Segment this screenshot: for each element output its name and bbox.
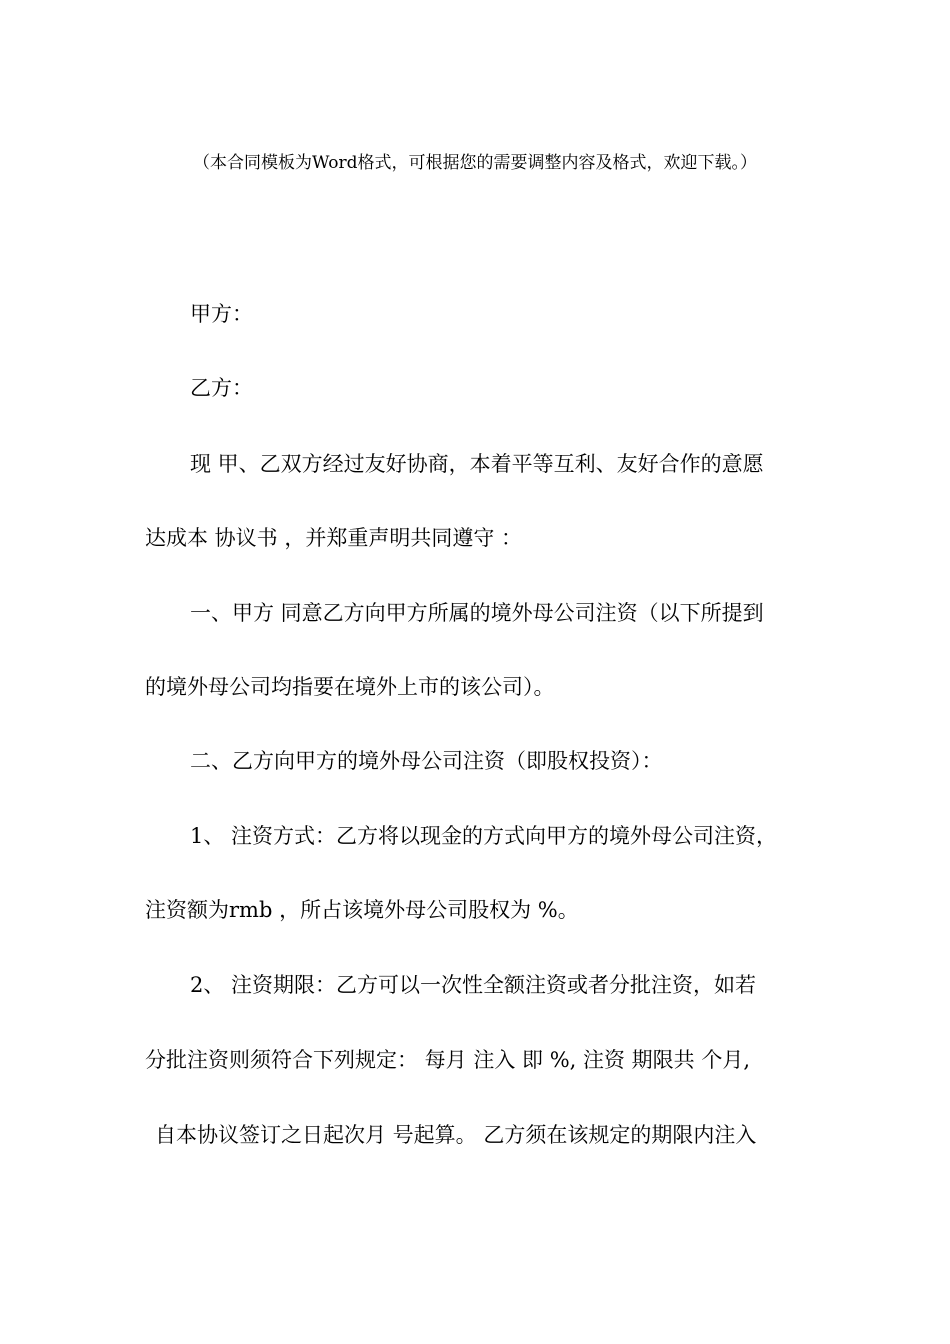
template-note: （本合同模板为Word格式，可根据您的需要调整内容及格式，欢迎下载。） [192, 153, 758, 173]
preamble-line-2: 达成本 协议书 ，并郑重声明共同遵守 ： [145, 526, 523, 550]
party-a-label: 甲方： [190, 302, 253, 326]
party-b-label: 乙方： [190, 376, 253, 400]
clause-1-line-1: 一、甲方 同意乙方向甲方所属的境外母公司注资（以下所提到 [190, 601, 764, 625]
clause-1-line-2: 的境外母公司均指要在境外上市的该公司）。 [145, 675, 555, 699]
clause-2-item-2-line-1: 2、 注资期限：乙方可以一次性全额注资或者分批注资，如若 [190, 973, 757, 997]
clause-2-item-1-line-2: 注资额为rmb ，所占该境外母公司股权为 %。 [145, 898, 579, 922]
clause-2-heading: 二、乙方向甲方的境外母公司注资（即股权投资）： [190, 749, 663, 773]
clause-2-item-2-line-2: 分批注资则须符合下列规定： 每月 注入 即 %, 注资 期限共 个月, [145, 1048, 751, 1072]
clause-2-item-1-line-1: 1、 注资方式：乙方将以现金的方式向甲方的境外母公司注资， [190, 824, 778, 848]
clause-2-item-2-line-3: 自本协议签订之日起次月 号起算。 乙方须在该规定的期限内注入 [155, 1123, 757, 1147]
preamble-line-1: 现 甲、乙双方经过友好协商，本着平等互利、友好合作的意愿 [190, 452, 764, 476]
